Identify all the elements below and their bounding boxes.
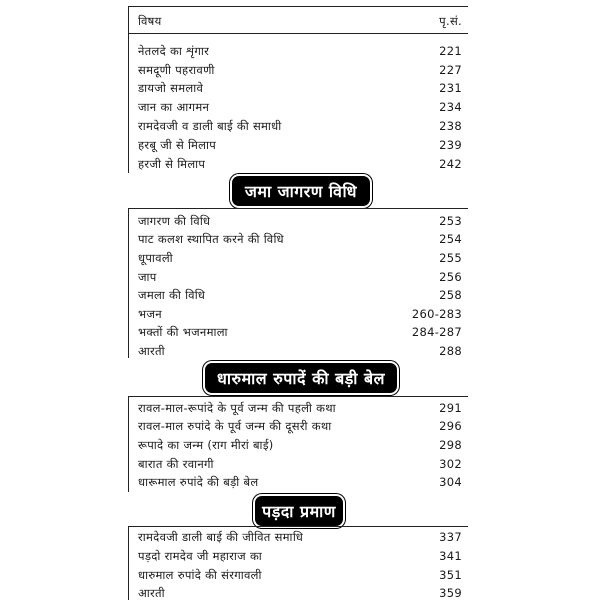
header-top-rule bbox=[128, 6, 468, 7]
page-column-label: पृ.सं. bbox=[439, 14, 462, 28]
toc-entry: आरती 359 bbox=[138, 586, 462, 600]
toc-entry: जाप 256 bbox=[138, 270, 462, 284]
section-banner: पड़दा प्रमाण bbox=[255, 496, 343, 526]
toc-entry: जागरण की विधि 253 bbox=[138, 214, 462, 228]
toc-entry: रामदेवजी व डाली बाई की समाधी 238 bbox=[138, 119, 462, 133]
subject-column-label: विषय bbox=[138, 14, 162, 28]
toc-entry: धारूमाल रुपांदे की बड़ी बेल 304 bbox=[138, 475, 462, 489]
toc-entry: रावल-माल रुपांदे के पूर्व जन्म की दूसरी कथा 296 bbox=[138, 419, 462, 433]
toc-entry: समदूणी पहरावणी 227 bbox=[138, 63, 462, 77]
toc-entry: पड़दो रामदेव जी महाराज का 341 bbox=[138, 549, 462, 563]
header-bottom-rule bbox=[128, 33, 468, 34]
toc-entry: रूपादे का जन्म (राग मीरां बाई) 298 bbox=[138, 438, 462, 452]
toc-entry: हरबू जी से मिलाप 239 bbox=[138, 138, 462, 152]
toc-entry: रावल-माल-रूपांदे के पूर्व जन्म की पहली कथा 291 bbox=[138, 401, 462, 415]
section-banner: जमा जागरण विधि bbox=[232, 176, 370, 206]
toc-entry: बारात की रवानगी 302 bbox=[138, 457, 462, 471]
toc-entry: जान का आगमन 234 bbox=[138, 100, 462, 114]
header-left-rule bbox=[128, 6, 129, 34]
toc-entry: आरती 288 bbox=[138, 344, 462, 358]
toc-entry: भक्तों की भजनमाला 284-287 bbox=[138, 325, 462, 339]
section-rule bbox=[128, 208, 468, 209]
toc-entry: रामदेवजी डाली बाई की जीवित समाधि 337 bbox=[138, 530, 462, 544]
toc-entry: हरजी से मिलाप 242 bbox=[138, 157, 462, 171]
toc-entry: भजन 260-283 bbox=[138, 307, 462, 321]
section-banner: धारुमाल रुपादें की बड़ी बेल bbox=[205, 363, 397, 393]
toc-entry: धूपावली 255 bbox=[138, 251, 462, 265]
toc-entry: पाट कलश स्थापित करने की विधि 254 bbox=[138, 232, 462, 246]
toc-header bbox=[128, 10, 462, 28]
toc-entry: डायजो समलावे 231 bbox=[138, 81, 462, 95]
toc-entry: धारुमाल रुपांदे की संरगावली 351 bbox=[138, 568, 462, 582]
toc-entry: नेतलदे का शृंगार 221 bbox=[138, 44, 462, 58]
toc-entry: जमला की विधि 258 bbox=[138, 288, 462, 302]
